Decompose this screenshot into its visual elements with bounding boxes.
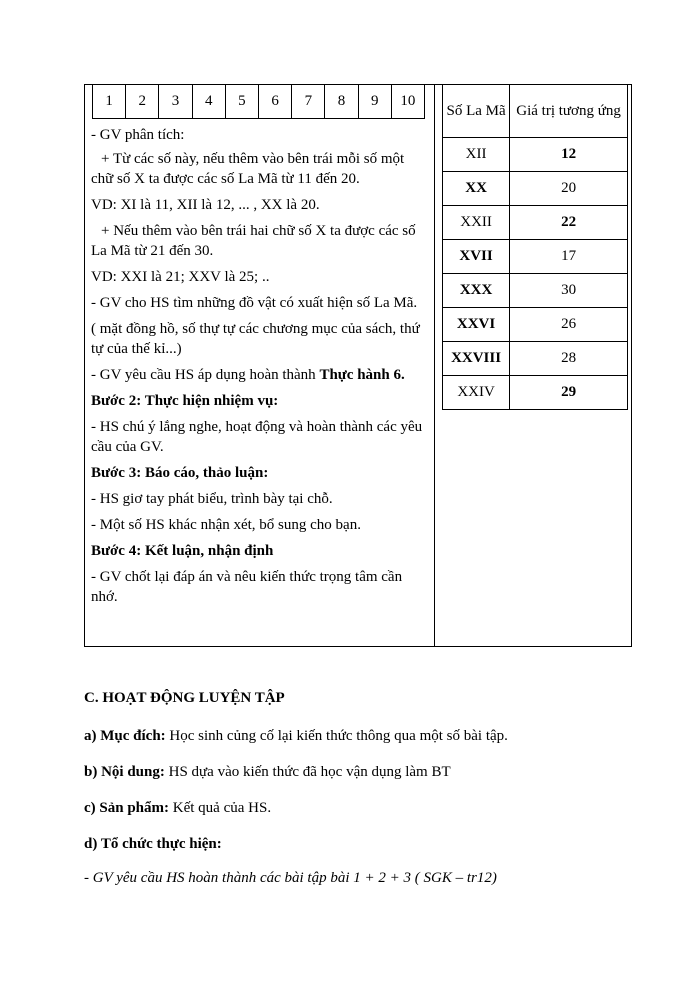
product-label: c) Sản phẩm: [84, 800, 170, 816]
organization-label: d) Tổ chức thực hiện: [84, 836, 222, 852]
purpose-line [84, 728, 644, 745]
table-row [443, 308, 628, 342]
number-cell: 3 [158, 85, 191, 118]
paragraph: - HS chú ý lắng nghe, hoạt động và hoàn thành các yêu cầu của GV. [91, 419, 423, 455]
purpose-text: Học sinh củng cố lại kiến thức thông qua một số bài tập. [165, 728, 508, 744]
table-row [443, 138, 628, 172]
section-title [84, 690, 644, 707]
roman-cell: XXVI [443, 308, 510, 342]
product-text: Kết quả của HS. [169, 800, 272, 816]
number-row [92, 85, 425, 119]
value-cell: 26 [510, 308, 628, 342]
paragraph [91, 365, 427, 385]
table-header-row [443, 85, 628, 138]
step-heading: Bước 3: Báo cáo, thảo luận: [91, 465, 269, 481]
number-cell: 4 [192, 85, 225, 118]
paragraph: - HS giơ tay phát biểu, trình bày tại chỗ. [91, 491, 333, 507]
number-cell: 5 [225, 85, 258, 118]
paragraph: - GV cho HS tìm những đồ vật có xuất hiện số La Mã. [91, 295, 418, 311]
roman-cell: XXVIII [443, 342, 510, 376]
number-cell: 9 [358, 85, 391, 118]
number-cell: 7 [291, 85, 324, 118]
table-row [443, 172, 628, 206]
step-heading: Bước 2: Thực hiện nhiệm vụ: [91, 393, 279, 409]
roman-cell: XX [443, 172, 510, 206]
roman-cell: XXIV [443, 376, 510, 410]
roman-numeral-table [442, 85, 628, 410]
column-divider [434, 85, 435, 646]
roman-cell: XVII [443, 240, 510, 274]
value-cell: 12 [510, 138, 628, 172]
organization-line [84, 836, 644, 853]
product-line [84, 800, 644, 817]
task-line: - GV yêu cầu HS hoàn thành các bài tập bài 1 + 2 + 3 ( SGK – tr12) [84, 870, 497, 886]
paragraph-bold: Thực hành 6. [319, 367, 405, 383]
value-cell: 17 [510, 240, 628, 274]
number-cell: 2 [125, 85, 158, 118]
paragraph: + Nếu thêm vào bên trái hai chữ số X ta được các số La Mã từ 21 đến 30. [91, 223, 416, 259]
value-cell: 22 [510, 206, 628, 240]
purpose-label: a) Mục đích: [84, 728, 166, 744]
number-cell: 1 [105, 93, 113, 109]
content-text: HS dựa vào kiến thức đã học vận dụng làm BT [164, 764, 451, 780]
example: VD: XXI là 21; XXV là 25; .. [91, 269, 270, 285]
section-heading: C. HOẠT ĐỘNG LUYỆN TẬP [84, 690, 285, 706]
value-cell: 30 [510, 274, 628, 308]
paragraph: - GV phân tích: [91, 127, 185, 143]
paragraph: - Một số HS khác nhận xét, bổ sung cho bạn. [91, 517, 361, 533]
table-row [443, 376, 628, 410]
number-cell: 10 [391, 85, 424, 118]
paragraph: ( mặt đồng hồ, số thự tự các chương mục của sách, thứ tự của thế kỉ...) [91, 321, 420, 357]
step-heading: Bước 4: Kết luận, nhận định [91, 543, 274, 559]
content-label: b) Nội dung: [84, 764, 165, 780]
table-row [443, 206, 628, 240]
paragraph: + Từ các số này, nếu thêm vào bên trái mỗi số một chữ số X ta được các số La Mã từ 11 đến 20. [91, 151, 405, 187]
roman-cell: XXII [443, 206, 510, 240]
activity-text [91, 125, 427, 613]
value-cell: 29 [510, 376, 628, 410]
value-cell: 28 [510, 342, 628, 376]
header-value: Giá trị tương ứng [510, 85, 628, 138]
activity-table [84, 84, 632, 647]
table-row [443, 274, 628, 308]
example: VD: XI là 11, XII là 12, ... , XX là 20. [91, 197, 320, 213]
header-roman: Số La Mã [443, 85, 510, 138]
content-line [84, 764, 644, 781]
table-row [443, 240, 628, 274]
paragraph: - GV chốt lại đáp án và nêu kiến thức trọng tâm cần nhớ. [91, 569, 403, 605]
value-cell: 20 [510, 172, 628, 206]
paragraph-text: - GV yêu cầu HS áp dụng hoàn thành [91, 367, 320, 383]
number-cell: 6 [258, 85, 291, 118]
table-row [443, 342, 628, 376]
number-cell: 8 [324, 85, 357, 118]
roman-cell: XII [443, 138, 510, 172]
roman-cell: XXX [443, 274, 510, 308]
